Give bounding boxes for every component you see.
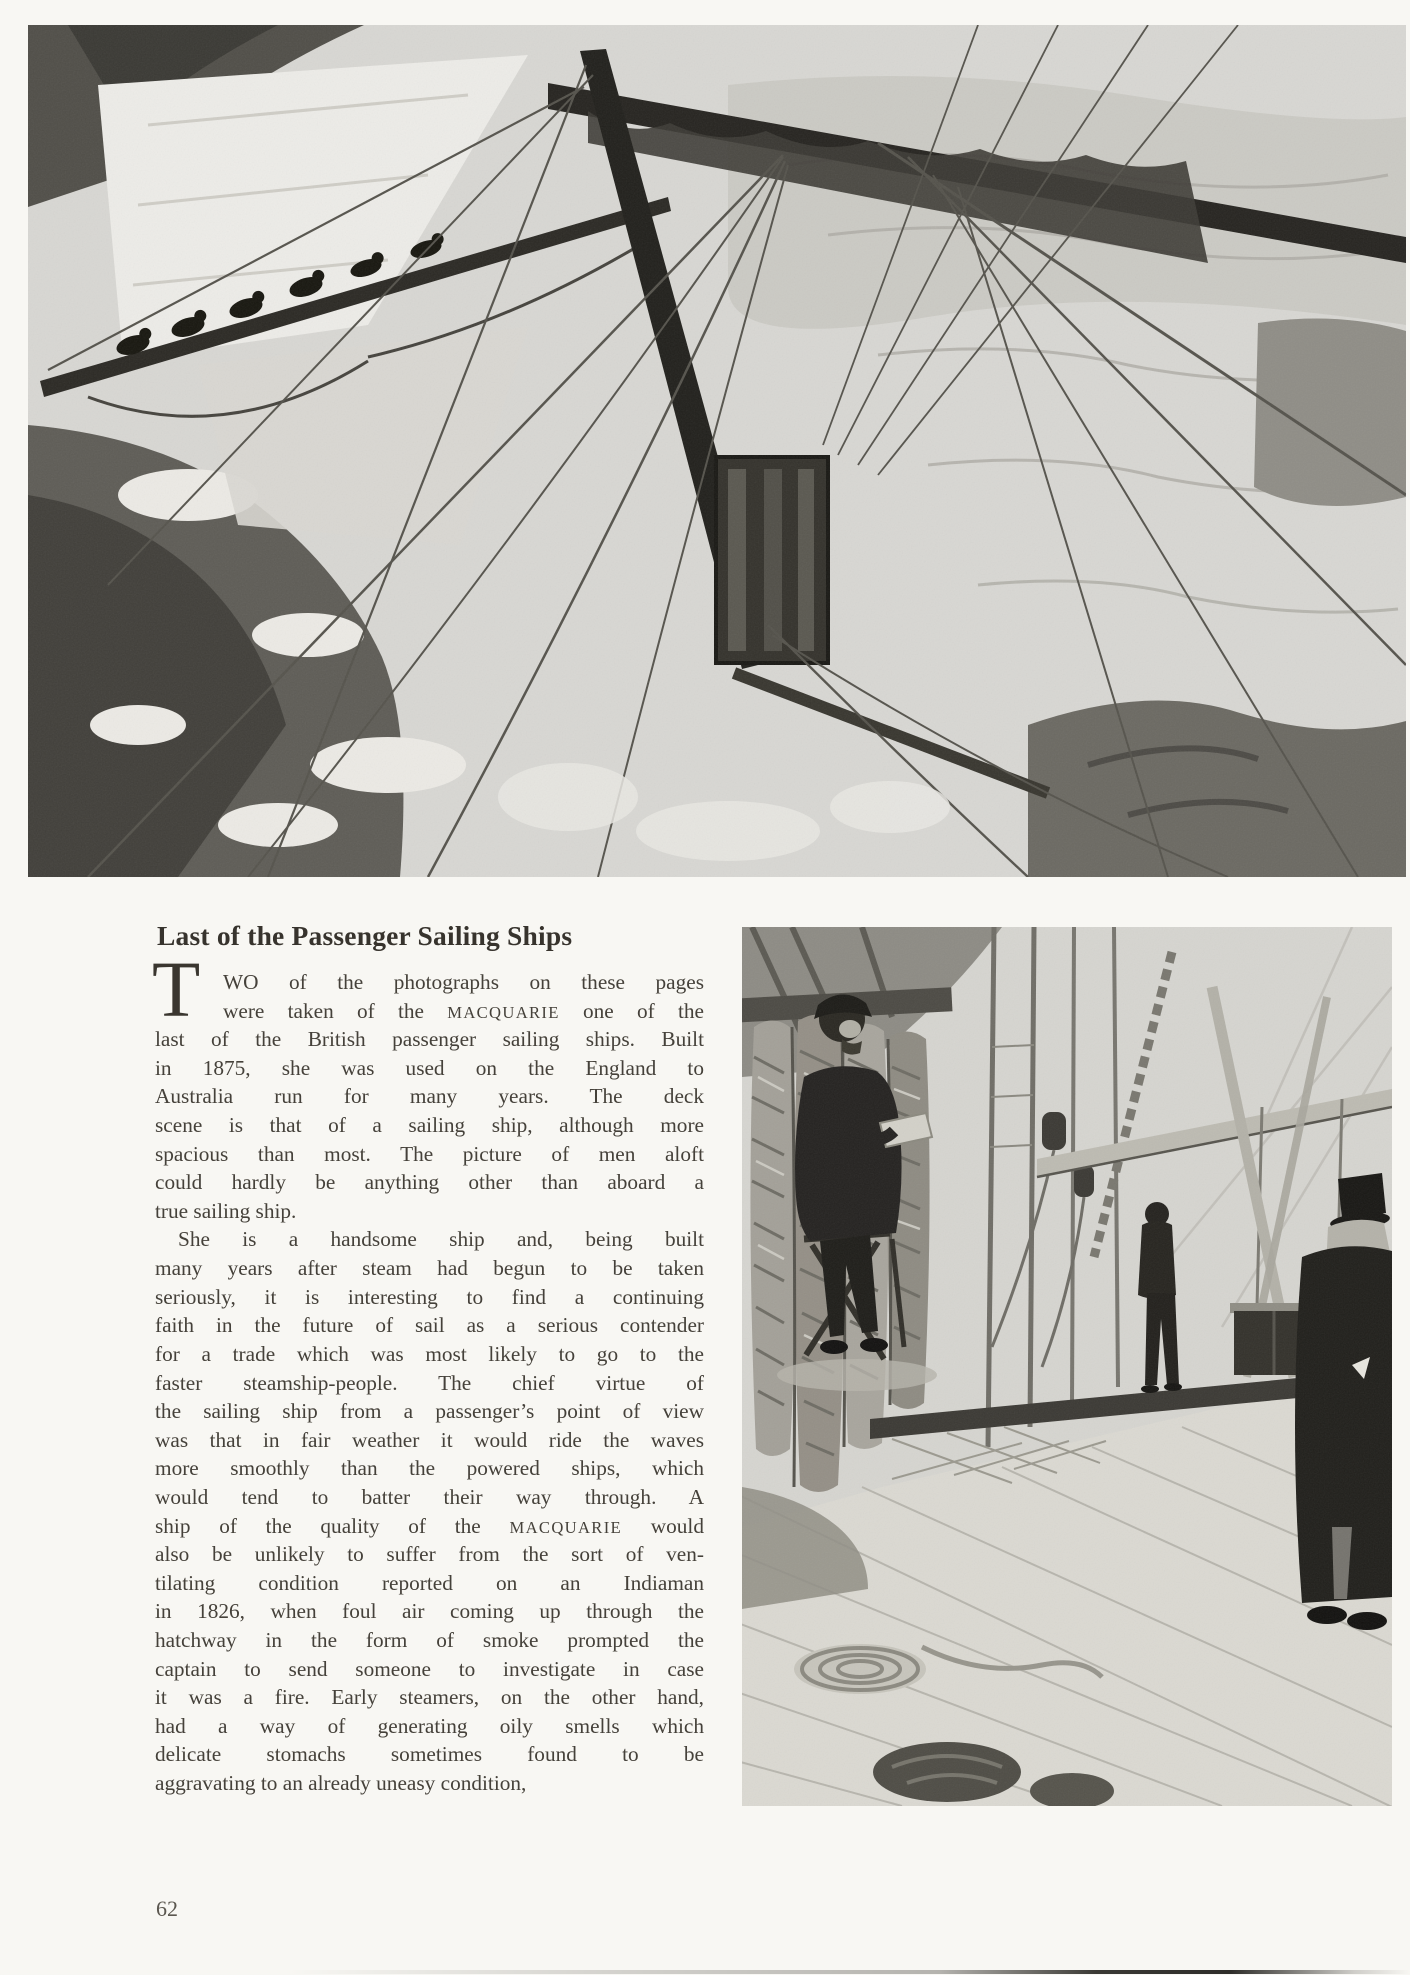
- article-body: [152, 947, 704, 1798]
- paragraph-1-lines: [155, 968, 704, 1225]
- text-line: for a trade which was most likely to go to the: [155, 1341, 704, 1366]
- text-line: was that in fair weather it would ride the waves: [155, 1427, 704, 1452]
- scan-artifact-line: [290, 1970, 1410, 1974]
- text-line: last of the British passenger sailing ships. Built: [155, 1027, 704, 1052]
- text-line: faith in the future of sail as a serious contender: [155, 1313, 704, 1338]
- text-line: the sailing ship from a passenger’s point of view: [155, 1399, 704, 1424]
- text-line: delicate stomachs sometimes found to be: [155, 1742, 704, 1767]
- text-line: seriously, it is interesting to find a continuing: [155, 1284, 704, 1309]
- text-line: She is a handsome ship and, being built: [178, 1227, 704, 1252]
- text-line: ship of the quality of the MACQUARIE would: [155, 1513, 704, 1538]
- paragraph-1: [152, 947, 704, 1225]
- text-line: faster steamship-people. The chief virtue of: [155, 1370, 704, 1395]
- text-line: aggravating to an already uneasy condition,: [155, 1771, 527, 1796]
- text-line: had a way of generating oily smells which: [155, 1713, 704, 1738]
- text-line: WO of the photographs on these pages: [223, 970, 704, 994]
- text-line: it was a fire. Early steamers, on the other hand,: [155, 1685, 704, 1710]
- text-line: were taken of the MACQUARIE one of the: [223, 998, 704, 1023]
- men-aloft-illustration: [28, 25, 1406, 877]
- drop-cap: T: [152, 947, 201, 1034]
- text-line: could hardly be anything other than aboard a: [155, 1170, 704, 1195]
- text-line: tilating condition reported on an Indiaman: [155, 1570, 704, 1595]
- article-heading: Last of the Passenger Sailing Ships: [157, 920, 573, 952]
- text-line: also be unlikely to suffer from the sort of ven-: [155, 1542, 704, 1567]
- text-line: hatchway in the form of smoke prompted the: [155, 1628, 704, 1653]
- text-line: would tend to batter their way through. A: [155, 1484, 704, 1509]
- text-line: scene is that of a sailing ship, although more: [155, 1113, 704, 1138]
- paragraph-2-lines: [155, 1225, 704, 1797]
- photo-deck-scene: [742, 927, 1392, 1806]
- text-line: in 1875, she was used on the England to: [155, 1055, 704, 1080]
- page-number: 62: [156, 1896, 178, 1921]
- paragraph-2: [155, 1225, 704, 1797]
- text-line: true sailing ship.: [155, 1198, 297, 1223]
- text-line: Australia run for many years. The deck: [155, 1084, 704, 1109]
- text-line: captain to send someone to investigate in case: [155, 1656, 704, 1681]
- text-line: more smoothly than the powered ships, which: [155, 1456, 704, 1481]
- deck-scene-illustration: [742, 927, 1392, 1806]
- text-line: in 1826, when foul air coming up through the: [155, 1599, 704, 1624]
- text-line: many years after steam had begun to be taken: [155, 1256, 704, 1281]
- photo-men-aloft: [28, 25, 1406, 877]
- text-line: spacious than most. The picture of men aloft: [155, 1141, 704, 1166]
